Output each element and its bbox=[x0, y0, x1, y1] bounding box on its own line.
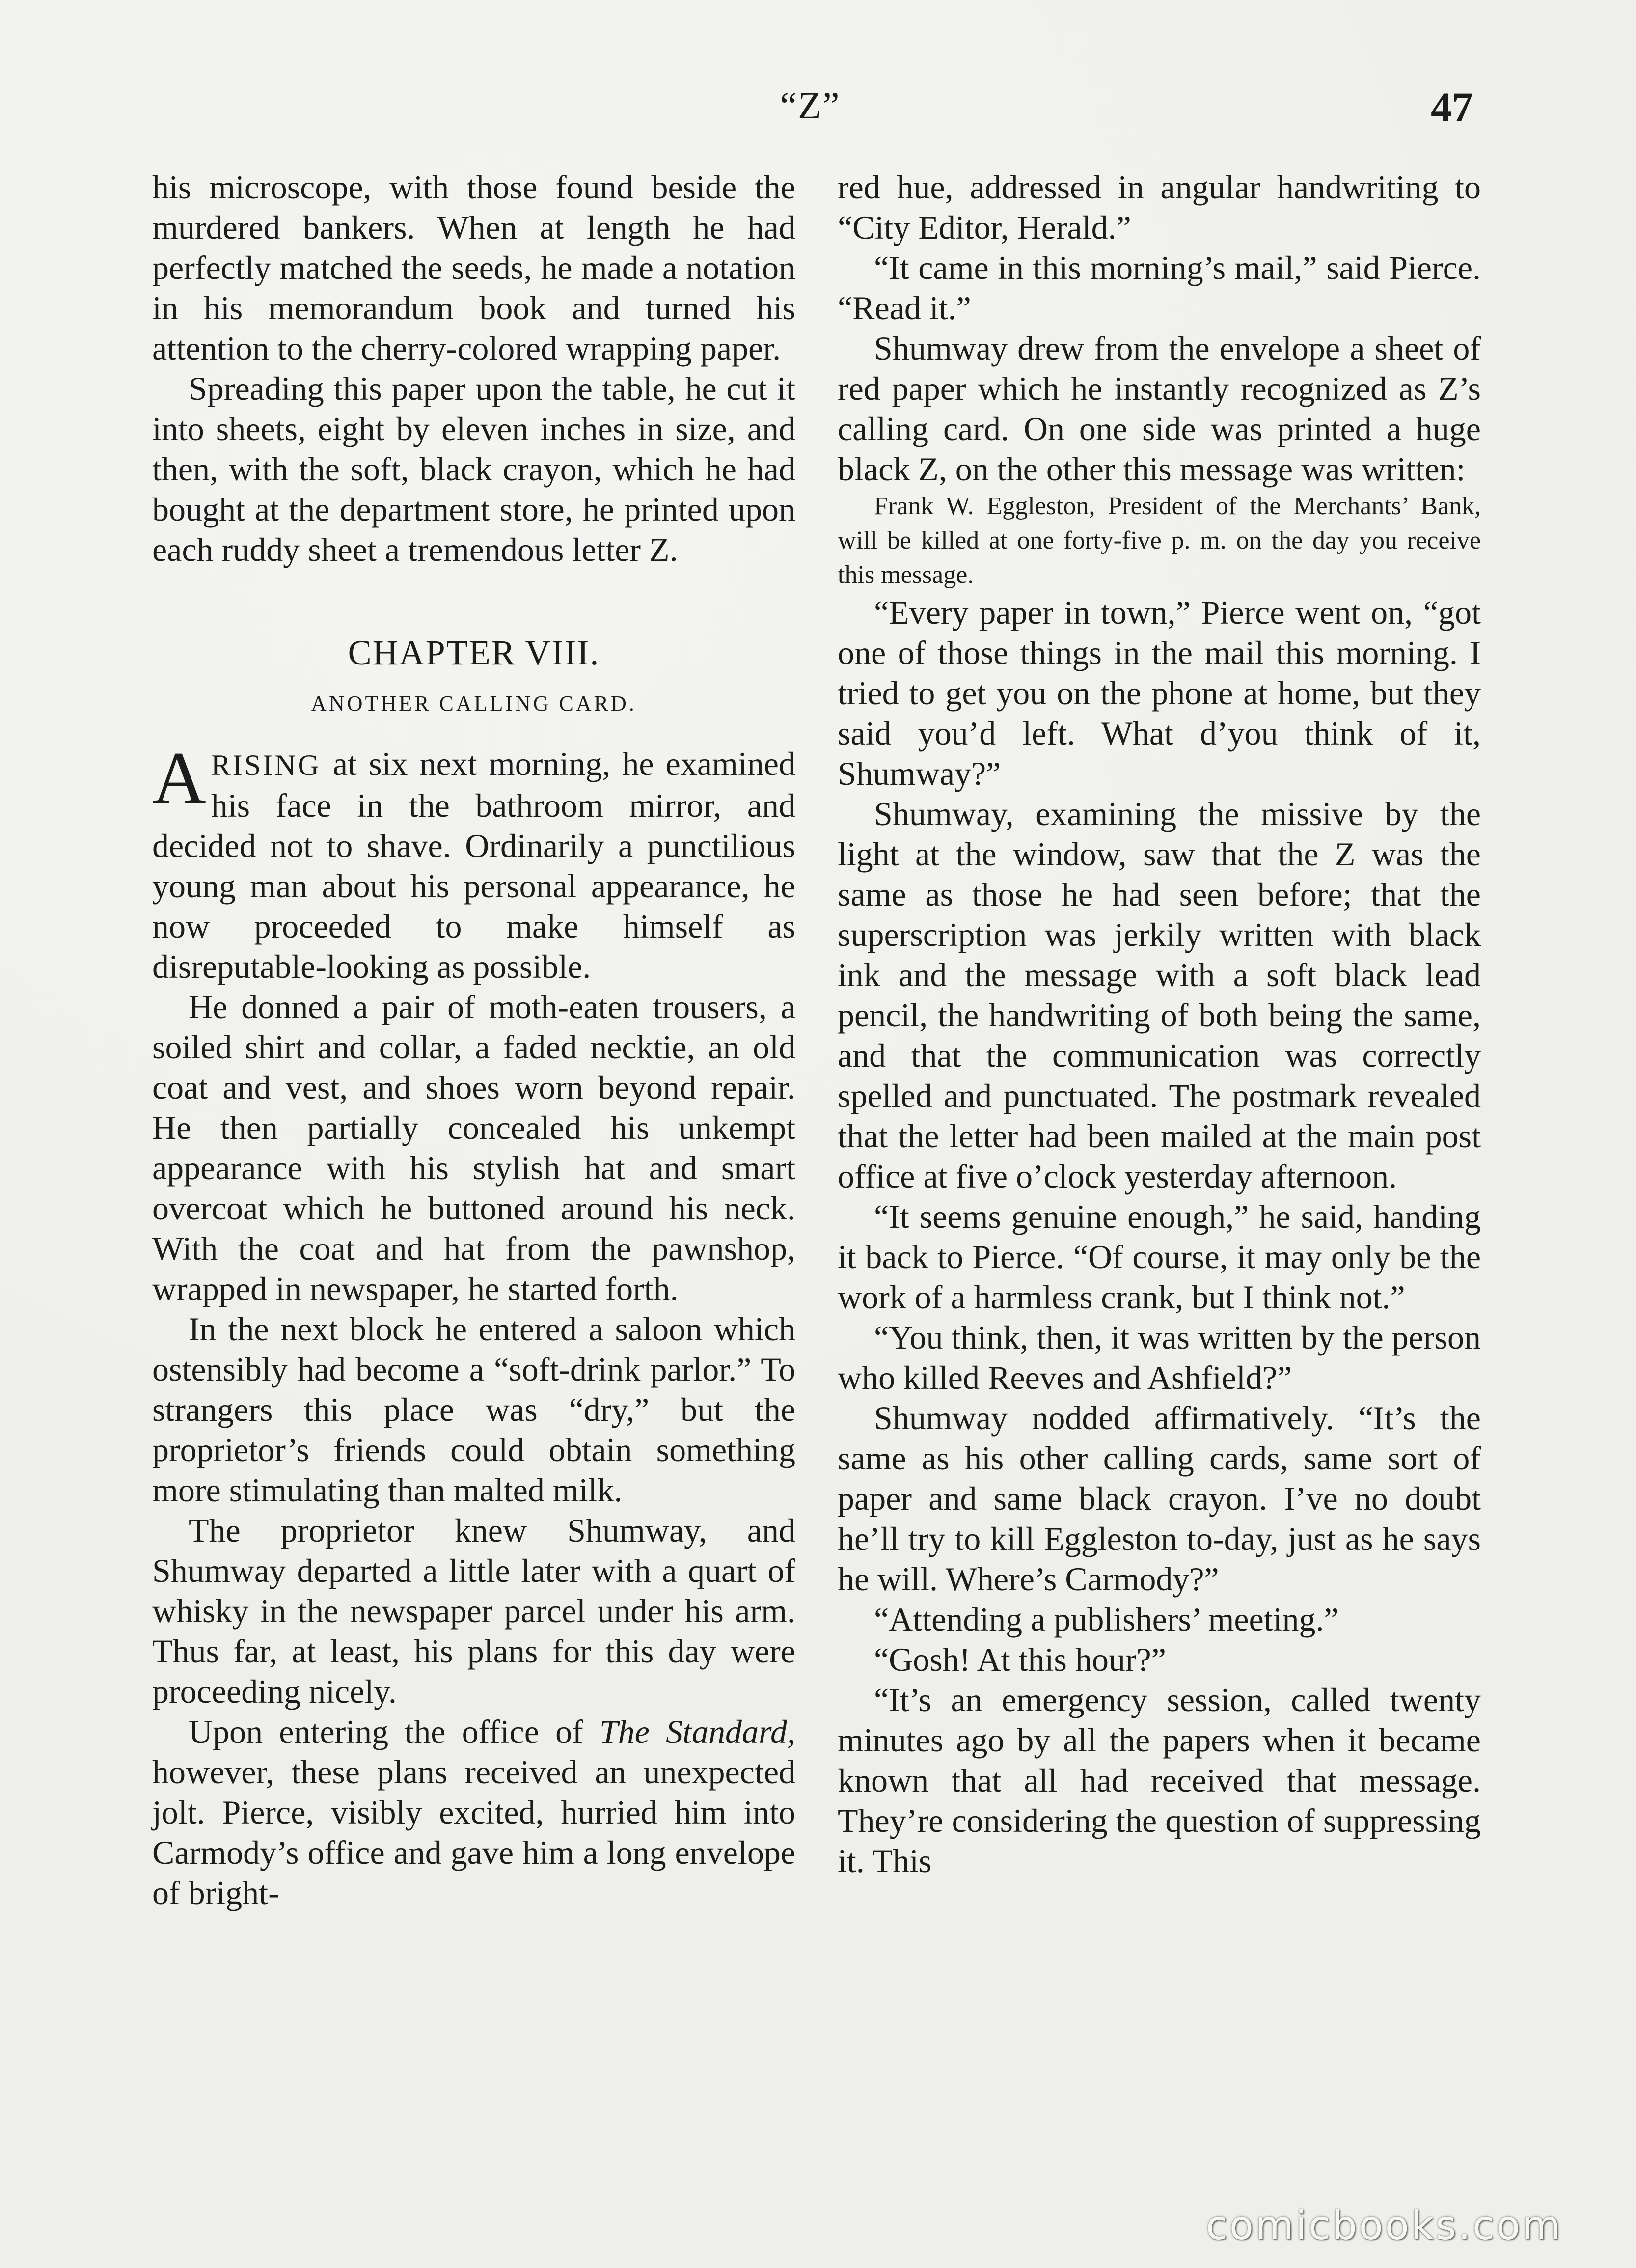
page-number: 47 bbox=[1431, 83, 1473, 131]
paragraph: “Gosh! At this hour?” bbox=[874, 1641, 1166, 1678]
paragraph: Spreading this paper upon the table, he cut it into sheets, eight by eleven inches in size, and then, with the soft, black crayon, which he had bought at the department store, he printed upon each ruddy sheet a tremendous letter Z. bbox=[152, 370, 795, 568]
paragraph: In the next block he entered a saloon which ostensibly had become a “soft-drink parlor.” To strangers this place was “dry,” but the proprietor’s friends could obtain something more stimulating than malted milk. bbox=[152, 1310, 795, 1509]
running-head: “Z” bbox=[780, 84, 841, 127]
paragraph: Shumway nodded affirmatively. “It’s the same as his other calling cards, same sort of paper and same black crayon. I’ve no doubt he’ll try to kill Eggleston to-day, just as he says he will. Where’s Carmody?” bbox=[838, 1399, 1481, 1598]
paragraph: “It seems genuine enough,” he said, handing it back to Pierce. “Of course, it may only be the work of a harmless crank, but I think not.” bbox=[838, 1198, 1481, 1316]
paragraph: The proprietor knew Shumway, and Shumway departed a little later with a quart of whisky in the newspaper parcel under his arm. Thus far, at least, his plans for this day were proceeding nicely. bbox=[152, 1512, 795, 1710]
paragraph-text: however, these plans received an unexpected jolt. Pierce, visibly excited, hurried him into Carmody’s office and gave him a long envelope of bright- bbox=[152, 1753, 795, 1911]
paragraph-text: Upon entering the office of bbox=[189, 1713, 600, 1750]
quoted-message: Frank W. Eggleston, President of the Merchants’ Bank, will be killed at one forty-five p. m. on the day you receive this message. bbox=[838, 492, 1481, 589]
opening-smallcaps: RISING bbox=[211, 749, 321, 781]
right-column bbox=[838, 167, 1481, 1881]
paragraph: He donned a pair of moth-eaten trousers, a soiled shirt and collar, a faded necktie, an old coat and vest, and shoes worn beyond repair. He then partially concealed his unkempt appearance with his stylish hat and smart overcoat which he buttoned around his neck. With the coat and hat from the pawnshop, wrapped in newspaper, he started forth. bbox=[152, 988, 795, 1307]
left-column bbox=[152, 167, 795, 1913]
paragraph: Shumway drew from the envelope a sheet of red paper which he instantly recognized as Z’s calling card. On one side was printed a huge black Z, on the other this message was written: bbox=[838, 330, 1481, 488]
paragraph: his microscope, with those found beside the murdered bankers. When at length he had perfectly matched the seeds, he made a notation in his memorandum book and turned his attention to the cherry-colored wrapping paper. bbox=[152, 168, 795, 367]
site-watermark: comicbooks.com bbox=[1205, 2203, 1562, 2248]
drop-cap: A bbox=[152, 737, 206, 819]
paragraph: “Attending a publishers’ meeting.” bbox=[874, 1601, 1339, 1638]
chapter-title: CHAPTER VIII. bbox=[348, 633, 600, 672]
chapter-subtitle: ANOTHER CALLING CARD. bbox=[311, 691, 637, 716]
paragraph: red hue, addressed in angular handwriting to “City Editor, Herald.” bbox=[838, 168, 1481, 246]
paragraph: “It’s an emergency session, called twenty minutes ago by all the papers when it became known that all had received that message. They’re considering the question of suppressing it. This bbox=[838, 1681, 1481, 1880]
paragraph: “It came in this morning’s mail,” said Pierce. “Read it.” bbox=[838, 249, 1481, 327]
chapter-opening-paragraph bbox=[152, 737, 795, 987]
newspaper-name: The Standard, bbox=[599, 1713, 795, 1750]
paragraph: Shumway, examining the missive by the light at the window, saw that the Z was the same as those he had seen before; that the superscription was jerkily written with black ink and the message with a soft black lead pencil, the handwriting of both being the same, and that the communication was correctly spelled and punctuated. The postmark revealed that the letter had been mailed at the main post office at five o’clock yesterday afternoon. bbox=[838, 795, 1481, 1195]
paragraph bbox=[152, 1712, 795, 1913]
paragraph: “You think, then, it was written by the person who killed Reeves and Ashfield?” bbox=[838, 1319, 1481, 1396]
paragraph-text: at six next morning, he examined his face in the bathroom mirror, and decided not to shave. Ordinarily a punctilious young man about his personal appearance, he now proceeded to make himself as disreputable-looking as possible. bbox=[152, 745, 795, 985]
paragraph: “Every paper in town,” Pierce went on, “got one of those things in the mail this morning. I tried to get you on the phone at home, but they said you’d left. What d’you think of it, Shumway?” bbox=[838, 594, 1481, 792]
